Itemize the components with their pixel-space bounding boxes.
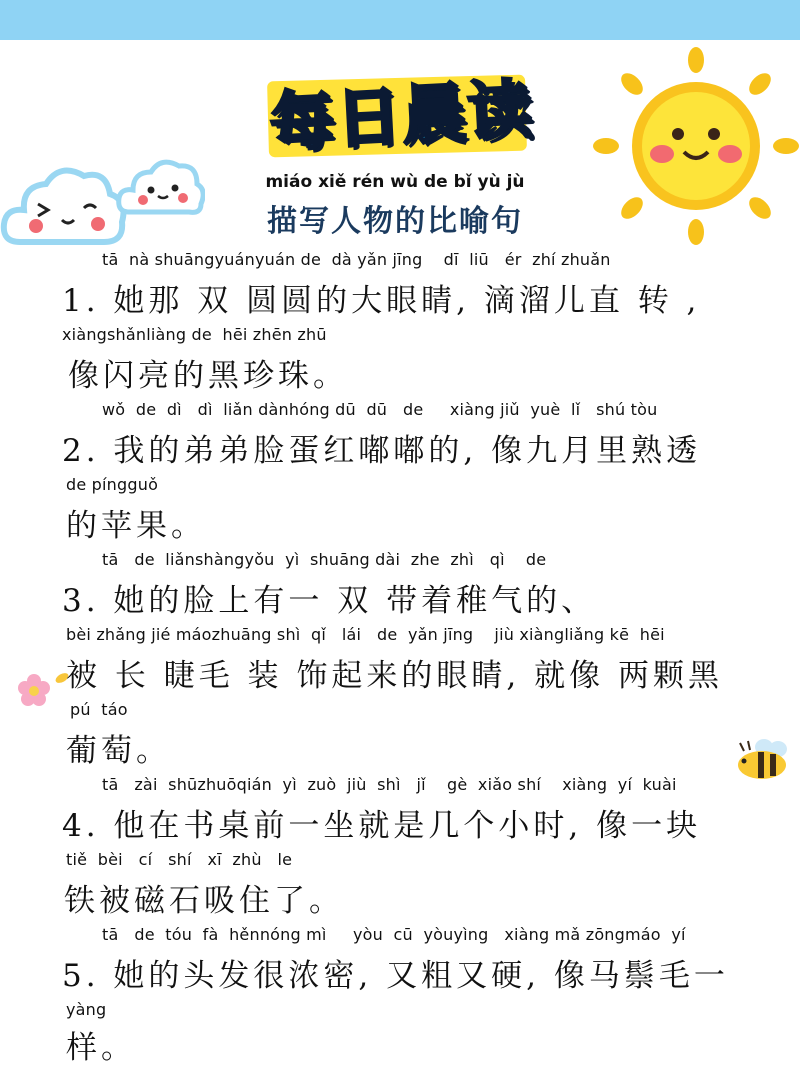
sentence-line: 被 长 睫毛 装 饰起来的眼睛, 就像 两颗黑 <box>66 658 723 694</box>
pinyin-line: tā de liǎnshàngyǒu yì shuāng dài zhe zhì qì de <box>102 550 547 569</box>
pinyin-line: de píngguǒ <box>66 475 159 494</box>
pinyin-line: tā nà shuāngyuányuán de dà yǎn jīng dī liū ér zhí zhuǎn <box>102 250 611 269</box>
pinyin-line: wǒ de dì dì liǎn dànhóng dū dū de xiàng jiǔ yuè lǐ shú tòu <box>102 400 658 419</box>
cloud-face-right-icon <box>115 150 205 225</box>
sentence-line: 像闪亮的黑珍珠。 <box>68 358 348 394</box>
pinyin-line: yàng <box>66 1000 107 1019</box>
sentence-line: 铁被磁石吸住了。 <box>64 883 344 919</box>
sentence-line: 3. 她的脸上有一 双 带着稚气的、 <box>62 583 597 619</box>
pinyin-line: xiàngshǎnliàng de hēi zhēn zhū <box>62 325 327 344</box>
sentence-line: 4. 他在书桌前一坐就是几个小时, 像一块 <box>62 808 702 844</box>
page-title: 每日晨读 <box>268 73 536 161</box>
bee-icon <box>730 735 792 785</box>
sentence-line: 2. 我的弟弟脸蛋红嘟嘟的, 像九月里熟透 <box>62 433 702 469</box>
pinyin-line: pú táo <box>70 700 128 719</box>
top-banner <box>0 0 800 40</box>
sentence-line: 5. 她的头发很浓密, 又粗又硬, 像马鬃毛一 <box>62 958 729 994</box>
cloud-face-left-icon <box>0 150 130 260</box>
pinyin-line: tā zài shūzhuōqián yì zuò jiù shì jǐ gè xiǎo shí xiàng yí kuài <box>102 775 677 794</box>
sentence-line: 的苹果。 <box>66 508 206 544</box>
sentence-line: 1. 她那 双 圆圆的大眼睛, 滴溜儿直 转 , <box>62 283 701 319</box>
subtitle-pinyin: miáo xiě rén wù de bǐ yù jù <box>265 172 525 192</box>
pinyin-line: tā de tóu fà hěnnóng mì yòu cū yòuyìng xiàng mǎ zōngmáo yí <box>102 925 686 944</box>
sentence-line: 样。 <box>66 1030 136 1066</box>
sentence-line: 葡萄。 <box>66 733 171 769</box>
pinyin-line: bèi zhǎng jié máozhuāng shì qǐ lái de yǎn jīng jiù xiàngliǎng kē hēi <box>66 625 665 644</box>
sun-icon <box>592 46 800 246</box>
pinyin-line: tiě bèi cí shí xī zhù le <box>66 850 293 869</box>
subtitle: 描写人物的比喻句 <box>267 204 523 239</box>
